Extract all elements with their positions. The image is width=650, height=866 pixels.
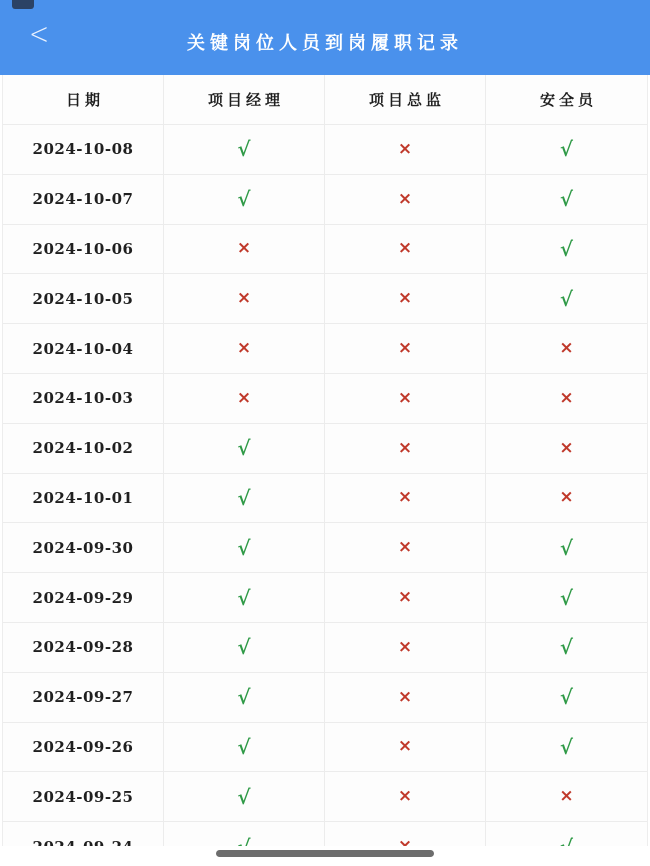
status-mark-absent: ×	[236, 238, 252, 259]
table-row	[3, 772, 647, 822]
status-mark-absent: ×	[236, 387, 252, 408]
date-cell: 2024-10-06	[3, 225, 164, 274]
status-mark-absent: ×	[397, 138, 413, 159]
table-row	[3, 623, 647, 673]
statusbar-artifact	[12, 0, 34, 9]
status-mark-absent: ×	[397, 587, 413, 608]
status-mark-absent: ×	[559, 487, 574, 508]
status-mark-present: √	[237, 635, 251, 660]
status-mark-absent: ×	[397, 238, 413, 259]
date-cell: 2024-09-25	[3, 772, 164, 821]
status-mark-present: √	[237, 685, 251, 710]
attendance-table	[2, 75, 648, 866]
date-cell: 2024-09-26	[3, 723, 164, 772]
table-row	[3, 573, 647, 623]
table-row	[3, 374, 647, 424]
status-mark-absent: ×	[397, 338, 413, 359]
date-cell: 2024-10-04	[3, 324, 164, 373]
status-mark-absent: ×	[397, 636, 413, 657]
status-mark-present: √	[559, 236, 574, 261]
date-cell: 2024-10-07	[3, 175, 164, 224]
status-mark-present: √	[559, 635, 574, 660]
table-body[interactable]	[3, 125, 647, 866]
date-cell: 2024-09-28	[3, 623, 164, 672]
status-mark-absent: ×	[559, 387, 574, 408]
status-mark-absent: ×	[397, 537, 413, 558]
status-mark-present: √	[559, 685, 574, 710]
table-header-row	[3, 75, 647, 125]
appbar-inner	[0, 16, 650, 75]
table-row	[3, 523, 647, 573]
status-mark-present: √	[237, 585, 251, 610]
status-mark-absent: ×	[397, 437, 413, 458]
home-indicator[interactable]	[216, 850, 434, 857]
date-cell: 2024-10-08	[3, 125, 164, 174]
date-cell: 2024-10-01	[3, 474, 164, 523]
status-mark-present: √	[559, 137, 574, 162]
status-mark-absent: ×	[397, 736, 413, 757]
status-mark-present: √	[237, 436, 251, 461]
date-cell: 2024-10-02	[3, 424, 164, 473]
date-cell: 2024-09-29	[3, 573, 164, 622]
status-mark-present: √	[559, 187, 574, 212]
status-mark-absent: ×	[397, 487, 413, 508]
status-mark-present: √	[237, 485, 251, 510]
column-header-project-director: 项目总监	[325, 75, 486, 124]
table-row	[3, 424, 647, 474]
status-mark-present: √	[559, 585, 574, 610]
status-mark-absent: ×	[559, 338, 574, 359]
status-mark-absent: ×	[397, 387, 413, 408]
status-mark-absent: ×	[397, 188, 413, 209]
status-mark-absent: ×	[236, 338, 252, 359]
date-cell: 2024-10-05	[3, 274, 164, 323]
date-cell: 2024-09-30	[3, 523, 164, 572]
chevron-left-icon: <	[28, 16, 50, 52]
page-title: 关键岗位人员到岗履职记录	[187, 33, 463, 54]
status-mark-present: √	[559, 286, 574, 311]
status-mark-present: √	[237, 734, 251, 759]
status-mark-absent: ×	[559, 786, 574, 807]
status-mark-present: √	[559, 734, 574, 759]
status-mark-absent: ×	[397, 686, 413, 707]
table-row	[3, 474, 647, 524]
date-cell: 2024-10-03	[3, 374, 164, 423]
status-mark-absent: ×	[397, 786, 413, 807]
table-row	[3, 673, 647, 723]
table-row	[3, 274, 647, 324]
table-row	[3, 175, 647, 225]
column-header-project-manager: 项目经理	[164, 75, 325, 124]
status-mark-absent: ×	[559, 437, 574, 458]
status-mark-present: √	[237, 784, 251, 809]
column-header-date: 日期	[3, 75, 164, 124]
status-mark-present: √	[559, 535, 574, 560]
column-header-safety-officer: 安全员	[539, 91, 597, 109]
table-row	[3, 723, 647, 773]
status-mark-present: √	[237, 187, 251, 212]
table-row	[3, 125, 647, 175]
app-header	[0, 0, 650, 75]
status-mark-absent: ×	[236, 288, 252, 309]
status-mark-present: √	[237, 535, 251, 560]
status-mark-present: √	[237, 137, 251, 162]
back-button[interactable]	[22, 13, 56, 56]
date-cell: 2024-09-27	[3, 673, 164, 722]
table-row	[3, 225, 647, 275]
table-row	[3, 324, 647, 374]
status-mark-absent: ×	[397, 288, 413, 309]
